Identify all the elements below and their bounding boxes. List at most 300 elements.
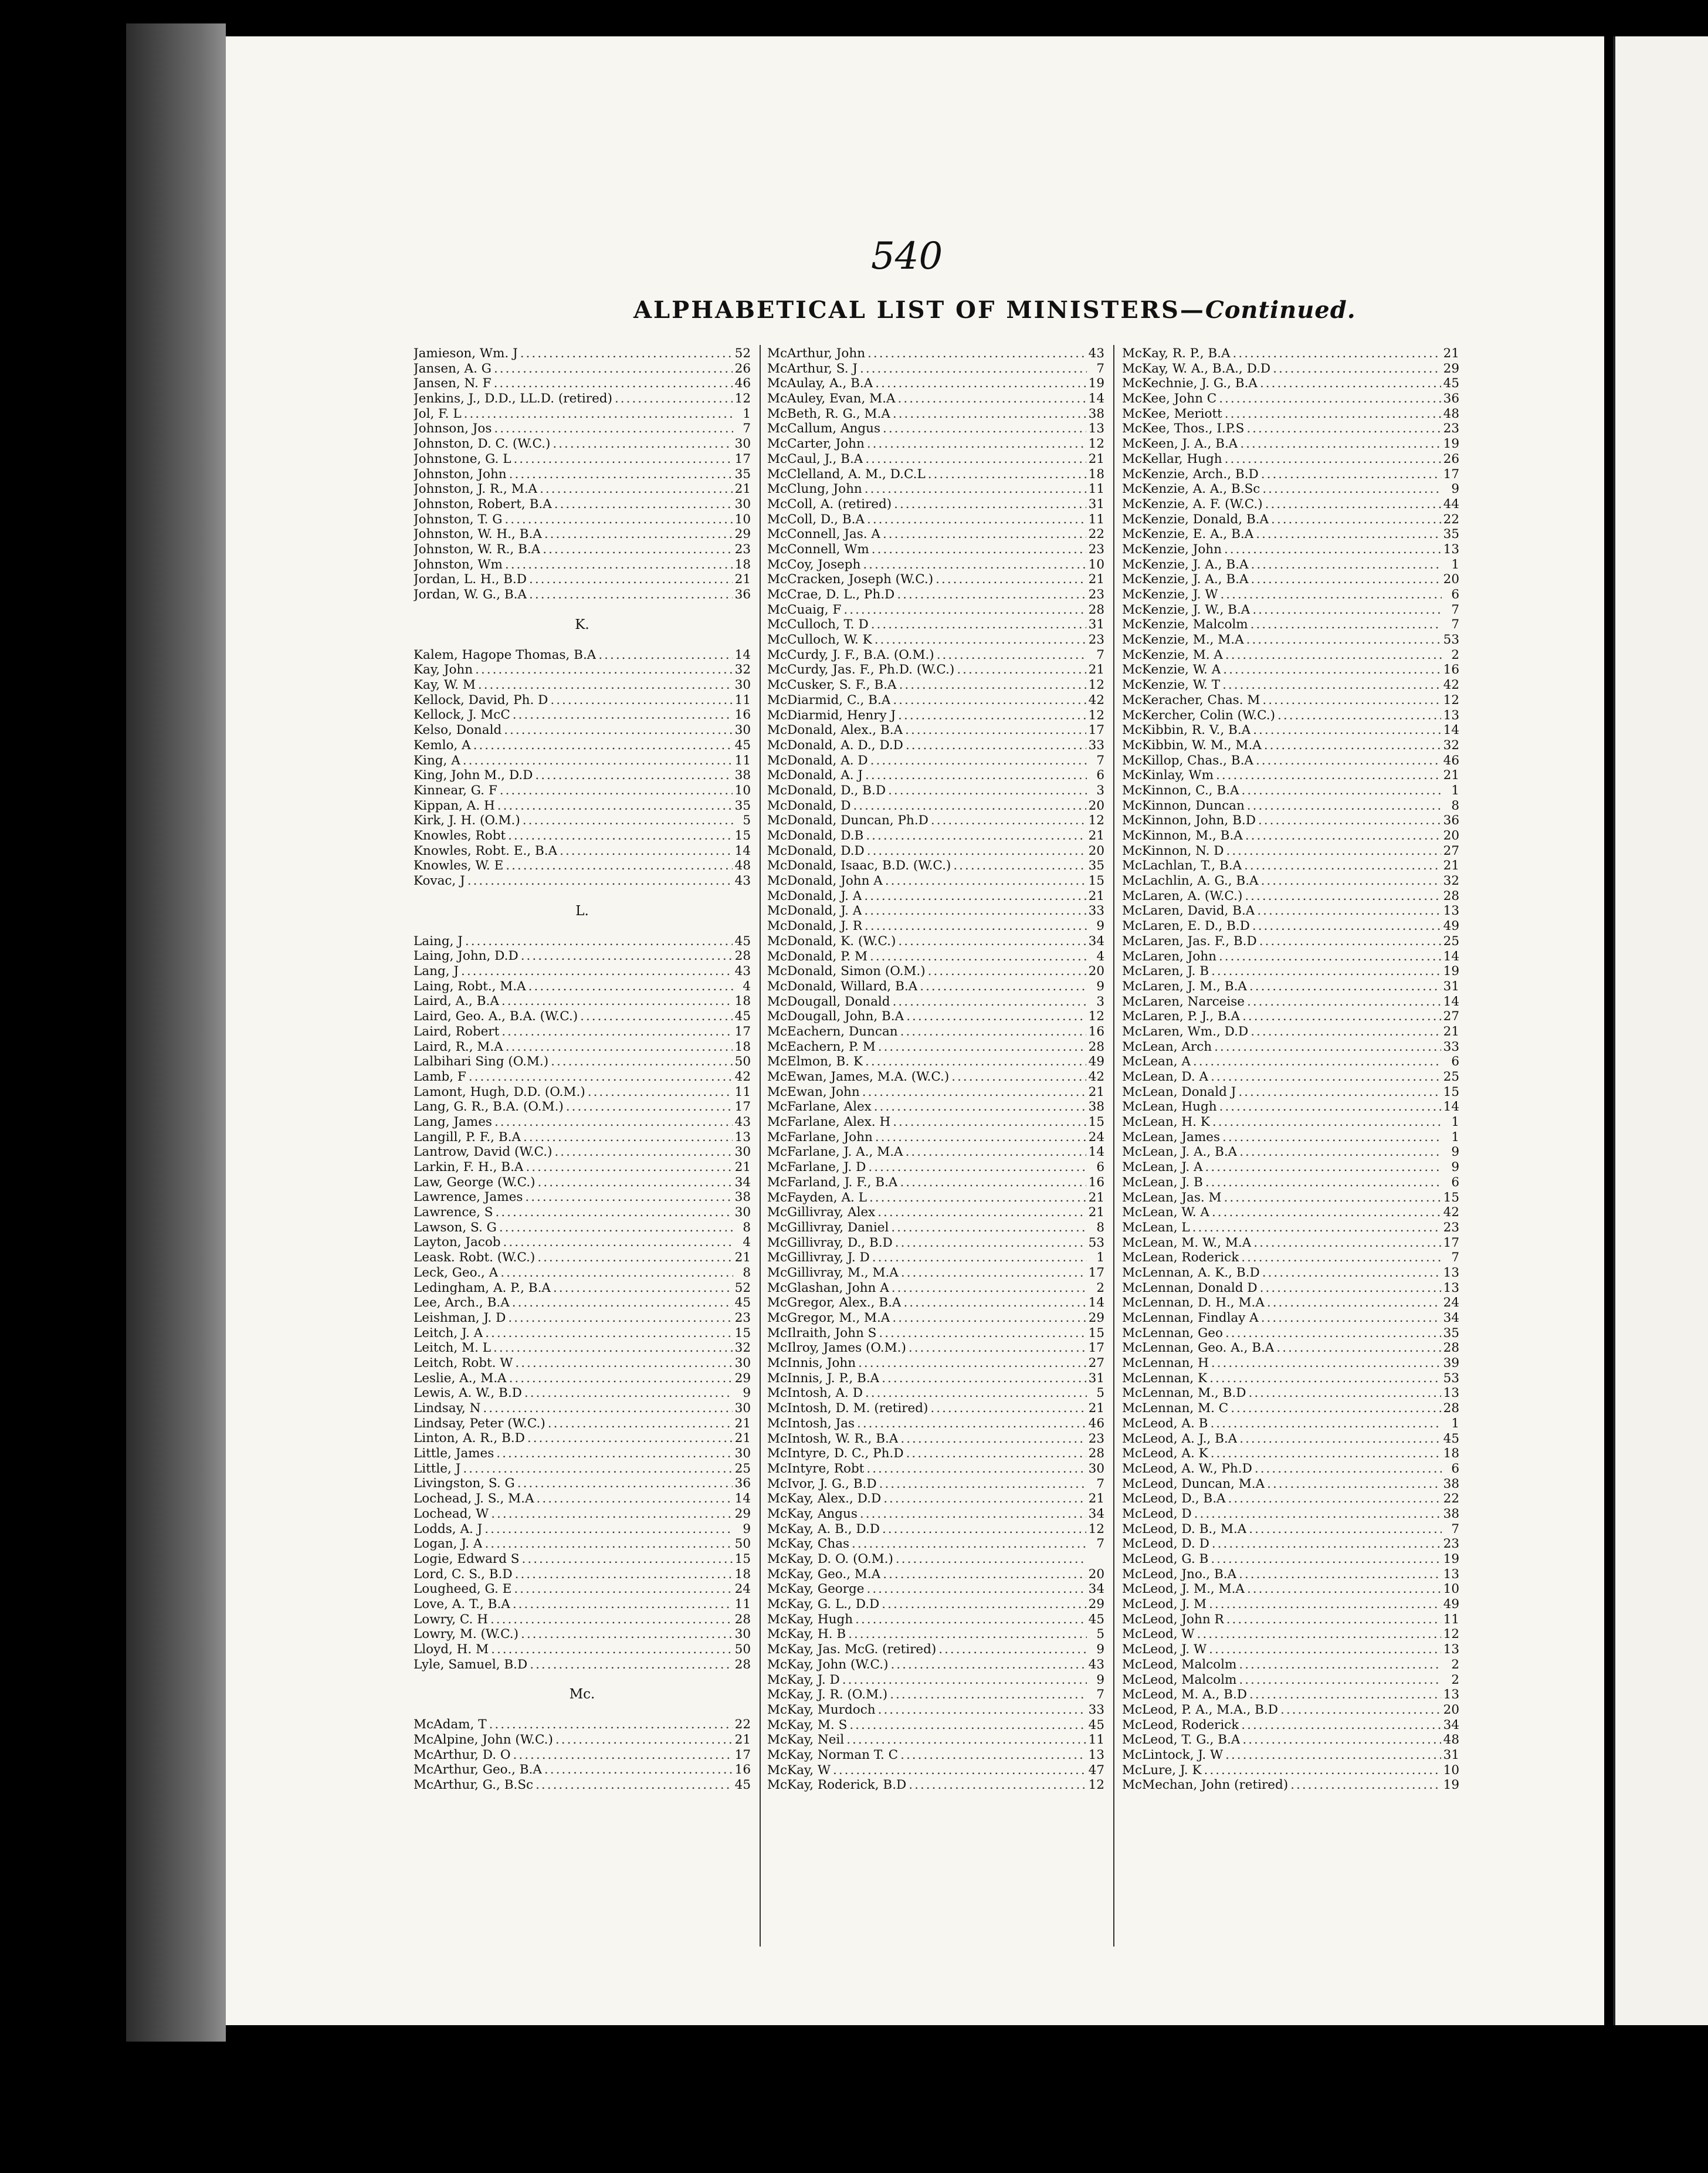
dot-leader bbox=[865, 768, 1087, 783]
minister-name: McLeod, G. B bbox=[1122, 1552, 1209, 1566]
dot-leader bbox=[1255, 1461, 1442, 1477]
presbytery-number: 8 bbox=[743, 1265, 751, 1280]
dot-leader bbox=[551, 1054, 733, 1069]
minister-name: Kirk, J. H. (O.M.) bbox=[414, 813, 520, 828]
minister-entry bbox=[414, 1371, 751, 1386]
dot-leader bbox=[1251, 572, 1441, 587]
minister-name: McLeod, Malcolm bbox=[1122, 1657, 1237, 1672]
minister-name: McGillivray, J. D bbox=[767, 1250, 870, 1265]
minister-name: Lang, James bbox=[414, 1114, 492, 1129]
presbytery-number: 12 bbox=[734, 391, 751, 407]
dot-leader bbox=[920, 979, 1087, 994]
dot-leader bbox=[1225, 452, 1441, 467]
dot-leader bbox=[1290, 1778, 1441, 1793]
minister-name: McFarlane, J. A., M.A bbox=[767, 1145, 903, 1160]
presbytery-number: 13 bbox=[1443, 903, 1459, 919]
presbytery-number: 7 bbox=[1096, 647, 1104, 662]
minister-name: McKay, John (W.C.) bbox=[767, 1657, 889, 1672]
presbytery-number: 28 bbox=[1088, 1446, 1104, 1461]
minister-entry bbox=[767, 1446, 1104, 1461]
minister-entry bbox=[414, 648, 751, 663]
dot-leader bbox=[494, 1115, 733, 1130]
minister-entry bbox=[1122, 376, 1459, 391]
presbytery-number: 39 bbox=[1443, 1356, 1459, 1371]
presbytery-number: 35 bbox=[734, 798, 751, 813]
minister-entry bbox=[767, 1054, 1104, 1069]
minister-name: McLeod, A. K bbox=[1122, 1446, 1208, 1461]
minister-name: Kellock, J. McC bbox=[414, 708, 510, 723]
dot-leader bbox=[580, 1009, 733, 1024]
column-3 bbox=[1122, 346, 1459, 1793]
minister-entry bbox=[1122, 738, 1459, 753]
minister-entry bbox=[1122, 828, 1459, 844]
minister-name: Kippan, A. H bbox=[414, 798, 495, 813]
minister-name: McConnell, Jas. A bbox=[767, 527, 880, 542]
minister-name: McKenzie, W. T bbox=[1122, 678, 1221, 693]
dot-leader bbox=[1225, 648, 1442, 663]
dot-leader bbox=[1210, 1416, 1442, 1431]
minister-entry bbox=[767, 1627, 1104, 1642]
minister-name: McLeod, Duncan, M.A bbox=[1122, 1476, 1265, 1491]
minister-name: McDonald, Simon (O.M.) bbox=[767, 964, 926, 979]
minister-entry bbox=[1122, 1491, 1459, 1507]
minister-name: McConnell, Wm bbox=[767, 541, 869, 557]
dot-leader bbox=[846, 1732, 1086, 1748]
minister-entry bbox=[1122, 346, 1459, 361]
presbytery-number: 21 bbox=[734, 1732, 751, 1748]
dot-leader bbox=[1233, 346, 1441, 361]
presbytery-number: 21 bbox=[734, 1250, 751, 1265]
dot-leader bbox=[930, 1401, 1086, 1416]
minister-name: McCuaig, F bbox=[767, 602, 842, 617]
minister-entry bbox=[414, 1476, 751, 1491]
presbytery-number: 21 bbox=[1088, 451, 1104, 466]
dot-leader bbox=[467, 874, 733, 889]
dot-leader bbox=[869, 1190, 1086, 1206]
minister-entry bbox=[1122, 542, 1459, 557]
dot-leader bbox=[865, 482, 1086, 497]
minister-entry bbox=[414, 512, 751, 527]
presbytery-number: 6 bbox=[1451, 1054, 1459, 1069]
page-title-main: ALPHABETICAL LIST OF MINISTERS— bbox=[633, 296, 1205, 324]
dot-leader bbox=[909, 1778, 1086, 1793]
minister-name: McCurdy, J. F., B.A. (O.M.) bbox=[767, 647, 934, 662]
minister-name: McKay, Jas. McG. (retired) bbox=[767, 1642, 937, 1657]
presbytery-number: 11 bbox=[1088, 1732, 1104, 1748]
minister-entry bbox=[414, 844, 751, 859]
presbytery-number: 2 bbox=[1451, 1657, 1459, 1672]
presbytery-number: 28 bbox=[1443, 1341, 1459, 1356]
dot-leader bbox=[892, 1311, 1086, 1326]
minister-name: McKibbin, R. V., B.A bbox=[1122, 723, 1251, 738]
dot-leader bbox=[469, 1069, 733, 1085]
dot-leader bbox=[538, 1175, 733, 1190]
minister-entry bbox=[1122, 1763, 1459, 1778]
presbytery-number: 31 bbox=[1088, 496, 1104, 512]
minister-entry bbox=[1122, 557, 1459, 573]
minister-entry bbox=[1122, 391, 1459, 407]
minister-entry bbox=[414, 1627, 751, 1642]
dot-leader bbox=[1209, 1597, 1441, 1612]
dot-leader bbox=[875, 1130, 1086, 1145]
minister-entry bbox=[414, 1326, 751, 1341]
dot-leader bbox=[865, 452, 1086, 467]
minister-name: McKenzie, J. A., B.A bbox=[1122, 572, 1249, 587]
minister-name: McFarland, J. F., B.A bbox=[767, 1174, 898, 1190]
minister-name: Johnston, J. R., M.A bbox=[414, 482, 538, 497]
minister-entry bbox=[414, 934, 751, 949]
dot-leader bbox=[494, 421, 733, 436]
minister-name: Knowles, Robt bbox=[414, 828, 506, 843]
minister-name: McLaren, Narceise bbox=[1122, 994, 1245, 1009]
section-heading: Mc. bbox=[569, 1687, 595, 1702]
minister-entry bbox=[767, 1732, 1104, 1748]
minister-name: McKee, Thos., I.P.S bbox=[1122, 421, 1245, 436]
minister-name: McLennan, D. H., M.A bbox=[1122, 1295, 1265, 1311]
minister-entry bbox=[414, 527, 751, 542]
dot-leader bbox=[1211, 1552, 1441, 1567]
presbytery-number: 21 bbox=[1088, 1491, 1104, 1507]
minister-name: McDiarmid, Henry J bbox=[767, 708, 896, 723]
minister-entry bbox=[767, 949, 1104, 964]
minister-entry bbox=[767, 1763, 1104, 1778]
presbytery-number: 6 bbox=[1451, 1174, 1459, 1190]
dot-leader bbox=[865, 1054, 1086, 1069]
presbytery-number: 36 bbox=[1443, 813, 1459, 828]
dot-leader bbox=[1226, 1612, 1441, 1627]
presbytery-number: 45 bbox=[734, 737, 751, 753]
dot-leader bbox=[1231, 1401, 1441, 1416]
presbytery-number: 48 bbox=[1443, 406, 1459, 421]
presbytery-number: 21 bbox=[1088, 1190, 1104, 1205]
dot-leader bbox=[615, 391, 733, 407]
minister-name: Langill, P. F., B.A bbox=[414, 1129, 521, 1145]
minister-entry bbox=[414, 783, 751, 798]
minister-name: McKay, Roderick, B.D bbox=[767, 1778, 907, 1793]
page-title-continued: Continued. bbox=[1205, 296, 1356, 324]
presbytery-number: 35 bbox=[1443, 1325, 1459, 1341]
dot-leader bbox=[1225, 1326, 1441, 1341]
minister-name: McLennan, M., B.D bbox=[1122, 1386, 1246, 1401]
minister-name: Lee, Arch., B.A bbox=[414, 1295, 510, 1311]
presbytery-number: 6 bbox=[1096, 768, 1104, 783]
minister-entry bbox=[414, 813, 751, 828]
presbytery-number: 22 bbox=[734, 1717, 751, 1732]
minister-name: McGillivray, M., M.A bbox=[767, 1265, 899, 1280]
dot-leader bbox=[885, 874, 1086, 889]
dot-leader bbox=[871, 617, 1086, 632]
presbytery-number: 29 bbox=[1088, 1311, 1104, 1325]
presbytery-number: 16 bbox=[1088, 1024, 1104, 1039]
minister-entry bbox=[414, 436, 751, 452]
presbytery-number: 26 bbox=[1443, 451, 1459, 466]
minister-entry bbox=[1122, 1175, 1459, 1190]
minister-name: McKay, J. R. (O.M.) bbox=[767, 1687, 888, 1702]
minister-entry bbox=[767, 1190, 1104, 1206]
presbytery-number: 53 bbox=[1088, 1235, 1104, 1250]
minister-name: Johnston, John bbox=[414, 466, 507, 482]
dot-leader bbox=[900, 1431, 1086, 1447]
minister-name: McFarlane, Alex bbox=[767, 1099, 872, 1115]
minister-entry bbox=[414, 1040, 751, 1055]
minister-entry bbox=[767, 1009, 1104, 1024]
presbytery-number: 12 bbox=[1088, 1009, 1104, 1024]
minister-entry bbox=[767, 994, 1104, 1010]
dot-leader bbox=[872, 542, 1086, 557]
minister-name: Lloyd, H. M bbox=[414, 1642, 489, 1657]
minister-entry bbox=[767, 436, 1104, 452]
presbytery-number: 4 bbox=[743, 1235, 751, 1250]
minister-entry bbox=[767, 1295, 1104, 1311]
presbytery-number: 36 bbox=[1443, 391, 1459, 407]
minister-entry bbox=[414, 1130, 751, 1145]
minister-entry bbox=[414, 1778, 751, 1793]
presbytery-number: 7 bbox=[743, 421, 751, 436]
dot-leader bbox=[848, 1627, 1087, 1642]
minister-name: McCulloch, T. D bbox=[767, 617, 869, 632]
minister-entry bbox=[767, 587, 1104, 603]
minister-entry bbox=[767, 497, 1104, 512]
presbytery-number: 43 bbox=[734, 874, 751, 888]
minister-entry bbox=[1122, 1326, 1459, 1341]
dot-leader bbox=[1253, 723, 1441, 738]
minister-entry bbox=[767, 1416, 1104, 1431]
presbytery-number: 2 bbox=[1451, 1672, 1459, 1687]
minister-entry bbox=[414, 467, 751, 482]
minister-name: McLean, D. A bbox=[1122, 1069, 1209, 1084]
presbytery-number: 14 bbox=[1088, 391, 1104, 407]
minister-name: McLaren, David, B.A bbox=[1122, 903, 1255, 919]
minister-name: McFarlane, John bbox=[767, 1129, 873, 1145]
dot-leader bbox=[1239, 1673, 1442, 1688]
presbytery-number: 9 bbox=[1451, 1145, 1459, 1160]
presbytery-number: 19 bbox=[1443, 1552, 1459, 1566]
minister-entry bbox=[1122, 632, 1459, 648]
dot-leader bbox=[1273, 361, 1441, 377]
presbytery-number: 29 bbox=[734, 527, 751, 542]
presbytery-number: 14 bbox=[734, 1491, 751, 1507]
page-number: 540 bbox=[871, 235, 943, 278]
dot-leader bbox=[1238, 1085, 1441, 1100]
presbytery-number: 11 bbox=[1088, 482, 1104, 497]
presbytery-number: 17 bbox=[734, 451, 751, 466]
minister-name: Little, J bbox=[414, 1461, 461, 1476]
dot-leader bbox=[465, 934, 733, 949]
dot-leader bbox=[1209, 1371, 1441, 1386]
minister-name: McLean, H. K bbox=[1122, 1115, 1210, 1130]
minister-entry bbox=[767, 753, 1104, 769]
minister-entry bbox=[414, 678, 751, 693]
dot-leader bbox=[867, 1582, 1086, 1597]
dot-leader bbox=[1252, 919, 1441, 934]
minister-entry bbox=[767, 979, 1104, 994]
presbytery-number: 34 bbox=[734, 1174, 751, 1190]
presbytery-number: 7 bbox=[1096, 1687, 1104, 1702]
presbytery-number: 25 bbox=[1443, 1069, 1459, 1084]
presbytery-number: 29 bbox=[1443, 361, 1459, 376]
dot-leader bbox=[1260, 376, 1441, 391]
dot-leader bbox=[517, 1476, 733, 1491]
minister-entry bbox=[414, 346, 751, 361]
dot-leader bbox=[1280, 1702, 1441, 1718]
minister-entry bbox=[1122, 994, 1459, 1010]
dot-leader bbox=[503, 1235, 733, 1250]
minister-entry bbox=[1122, 1205, 1459, 1220]
minister-name: Kellock, David, Ph. D bbox=[414, 692, 548, 708]
minister-entry bbox=[767, 1099, 1104, 1115]
minister-name: McLennan, M. C bbox=[1122, 1401, 1229, 1416]
minister-entry bbox=[1122, 858, 1459, 874]
minister-entry bbox=[1122, 1054, 1459, 1069]
presbytery-number: 14 bbox=[734, 647, 751, 662]
dot-leader bbox=[1226, 844, 1441, 859]
minister-entry bbox=[1122, 527, 1459, 542]
presbytery-number: 18 bbox=[734, 994, 751, 1009]
minister-name: McElmon, B. K bbox=[767, 1054, 863, 1069]
minister-name: McLeod, J. W bbox=[1122, 1642, 1207, 1657]
minister-name: McDonald, D.B bbox=[767, 828, 864, 843]
minister-entry bbox=[414, 1311, 751, 1326]
minister-entry bbox=[414, 1281, 751, 1296]
minister-name: McBeth, R. G., M.A bbox=[767, 406, 890, 421]
minister-name: McKenzie, M. A bbox=[1122, 647, 1223, 662]
presbytery-number: 17 bbox=[734, 1747, 751, 1762]
minister-name: McDonald, Isaac, B.D. (W.C.) bbox=[767, 858, 951, 874]
presbytery-number: 25 bbox=[734, 1461, 751, 1476]
minister-entry bbox=[767, 1250, 1104, 1265]
dot-leader bbox=[872, 1250, 1087, 1265]
dot-leader bbox=[508, 828, 733, 844]
dot-leader bbox=[494, 376, 733, 391]
dot-leader bbox=[598, 648, 732, 663]
minister-name: Knowles, W. E bbox=[414, 858, 504, 874]
presbytery-number: 7 bbox=[1096, 361, 1104, 376]
minister-entry bbox=[414, 1220, 751, 1236]
minister-name: McLennan, Geo. A., B.A bbox=[1122, 1341, 1275, 1356]
dot-leader bbox=[500, 1265, 733, 1281]
minister-name: Lougheed, G. E bbox=[414, 1582, 512, 1597]
dot-leader bbox=[1239, 1657, 1442, 1673]
minister-entry bbox=[767, 1673, 1104, 1688]
minister-entry bbox=[414, 1115, 751, 1130]
minister-name: McInnis, John bbox=[767, 1356, 856, 1371]
minister-name: McDonald, Alex., B.A bbox=[767, 723, 903, 738]
dot-leader bbox=[863, 557, 1086, 573]
minister-name: Lamb, F bbox=[414, 1069, 466, 1084]
presbytery-number: 14 bbox=[734, 843, 751, 858]
dot-leader bbox=[890, 1657, 1086, 1673]
presbytery-number: 34 bbox=[1443, 1717, 1459, 1732]
minister-name: McCaul, J., B.A bbox=[767, 451, 863, 466]
minister-entry bbox=[414, 1235, 751, 1250]
minister-name: McKinnon, John, B.D bbox=[1122, 813, 1256, 828]
minister-entry bbox=[767, 1687, 1104, 1702]
minister-name: McLaren, J. B bbox=[1122, 964, 1209, 979]
dot-leader bbox=[530, 1657, 732, 1673]
presbytery-number: 11 bbox=[734, 692, 751, 708]
minister-name: McAuley, Evan, M.A bbox=[767, 391, 896, 407]
minister-entry bbox=[414, 1024, 751, 1040]
minister-name: McLennan, K bbox=[1122, 1370, 1208, 1386]
presbytery-number: 13 bbox=[1443, 1642, 1459, 1657]
presbytery-number: 32 bbox=[734, 1341, 751, 1356]
dot-leader bbox=[1225, 407, 1441, 422]
dot-leader bbox=[1250, 1024, 1441, 1040]
dot-leader bbox=[888, 783, 1087, 798]
dot-leader bbox=[862, 1085, 1086, 1100]
minister-entry bbox=[1122, 1386, 1459, 1401]
minister-entry bbox=[767, 844, 1104, 859]
dot-leader bbox=[1239, 1567, 1441, 1582]
presbytery-number: 11 bbox=[734, 753, 751, 768]
minister-entry bbox=[767, 678, 1104, 693]
minister-name: Kay, W. M bbox=[414, 678, 476, 693]
presbytery-number: 49 bbox=[1443, 1597, 1459, 1612]
presbytery-number: 1 bbox=[1451, 1416, 1459, 1431]
dot-leader bbox=[536, 1778, 733, 1793]
presbytery-number: 23 bbox=[734, 1310, 751, 1325]
dot-leader bbox=[900, 1024, 1086, 1040]
minister-entry bbox=[767, 1371, 1104, 1386]
presbytery-number: 11 bbox=[734, 1596, 751, 1612]
dot-leader bbox=[1264, 738, 1441, 753]
minister-name: Lantrow, David (W.C.) bbox=[414, 1145, 553, 1160]
presbytery-number: 18 bbox=[734, 1566, 751, 1582]
minister-name: Laing, J bbox=[414, 933, 463, 949]
presbytery-number: 43 bbox=[734, 1114, 751, 1129]
minister-entry bbox=[767, 723, 1104, 738]
minister-entry bbox=[414, 1341, 751, 1356]
minister-entry bbox=[1122, 1145, 1459, 1160]
minister-entry bbox=[1122, 768, 1459, 783]
dot-leader bbox=[514, 1582, 732, 1597]
minister-entry bbox=[767, 903, 1104, 919]
minister-name: McLeod, D bbox=[1122, 1506, 1192, 1521]
minister-entry bbox=[1122, 1265, 1459, 1281]
dot-leader bbox=[506, 1040, 733, 1055]
minister-entry bbox=[1122, 934, 1459, 949]
minister-name: McLaren, E. D., B.D bbox=[1122, 919, 1250, 934]
minister-entry bbox=[1122, 1069, 1459, 1085]
minister-name: Kalem, Hagope Thomas, B.A bbox=[414, 647, 597, 662]
minister-name: McKay, H. B bbox=[767, 1627, 846, 1642]
minister-entry bbox=[414, 1265, 751, 1281]
minister-name: McLean, Arch bbox=[1122, 1039, 1212, 1054]
presbytery-number: 16 bbox=[1443, 662, 1459, 678]
presbytery-number: 36 bbox=[734, 587, 751, 602]
minister-entry bbox=[1122, 1431, 1459, 1447]
presbytery-number: 21 bbox=[1088, 888, 1104, 903]
minister-name: Linton, A. R., B.D bbox=[414, 1431, 525, 1446]
minister-name: Jansen, A. G bbox=[414, 361, 492, 376]
presbytery-number: 31 bbox=[1443, 1747, 1459, 1762]
dot-leader bbox=[494, 361, 733, 377]
minister-entry bbox=[414, 1732, 751, 1748]
minister-name: Kelso, Donald bbox=[414, 723, 502, 738]
dot-leader bbox=[879, 1326, 1086, 1341]
minister-entry bbox=[1122, 662, 1459, 678]
presbytery-number: 6 bbox=[1451, 1461, 1459, 1476]
dot-leader bbox=[509, 467, 733, 482]
presbytery-number: 52 bbox=[734, 1280, 751, 1295]
minister-entry bbox=[1122, 467, 1459, 482]
presbytery-number: 28 bbox=[1088, 1039, 1104, 1054]
minister-entry bbox=[1122, 1522, 1459, 1537]
dot-leader bbox=[1224, 542, 1441, 557]
dot-leader bbox=[849, 1718, 1086, 1733]
dot-leader bbox=[540, 482, 733, 497]
minister-name: McLean, J. B bbox=[1122, 1174, 1203, 1190]
